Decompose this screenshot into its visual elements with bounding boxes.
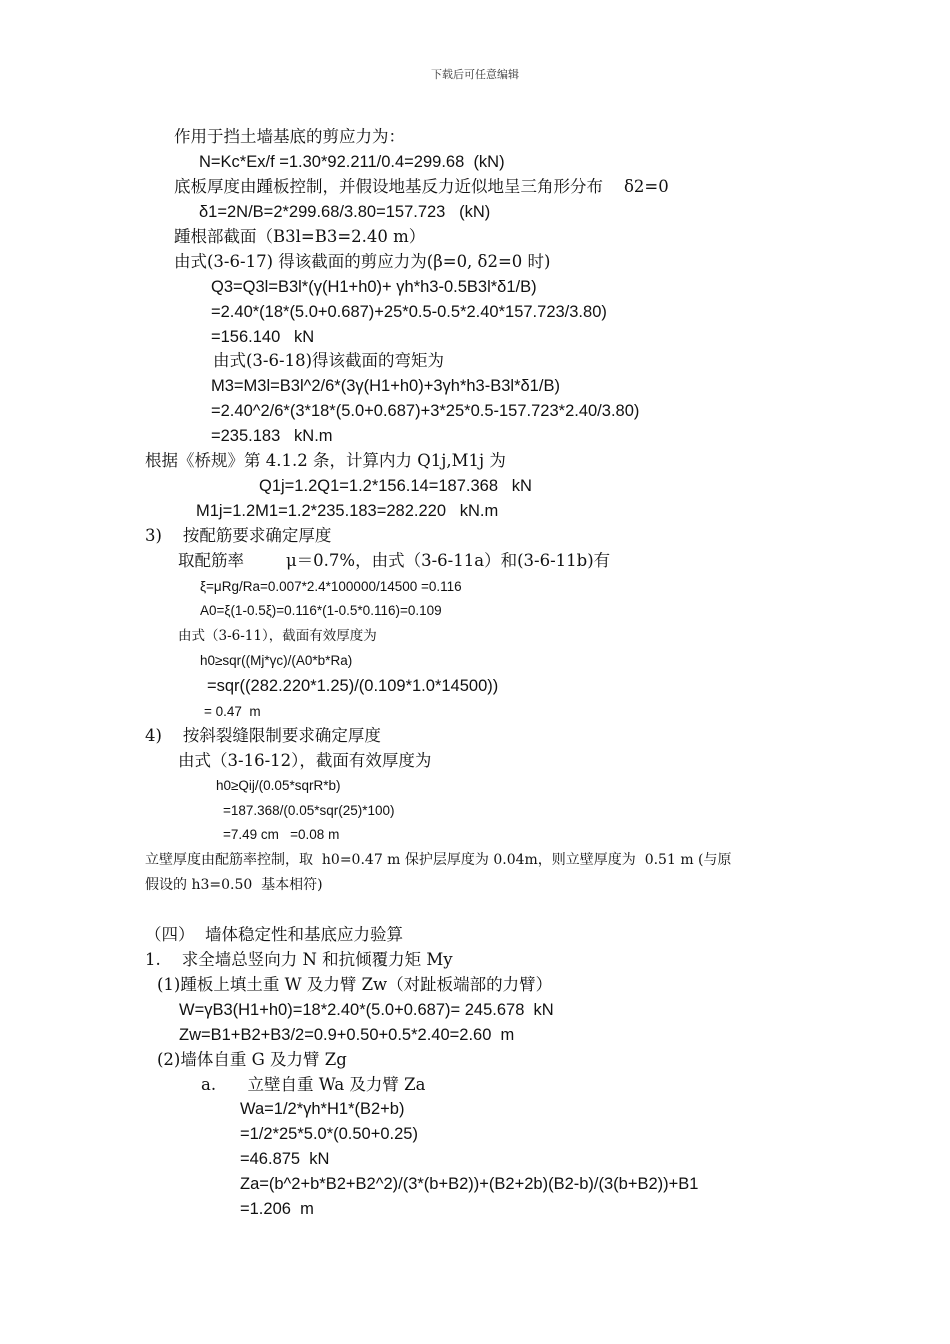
text-line: 假设的 h3=0.50 基本相符): [145, 877, 323, 893]
formula-line: W=γB3(H1+h0)=18*2.40*(5.0+0.687)= 245.678 kN: [179, 1001, 554, 1019]
formula-line: h0≥Qij/(0.05*sqrR*b): [216, 778, 341, 793]
formula-line: =235.183 kN.m: [211, 427, 333, 445]
formula-line: Zw=B1+B2+B3/2=0.9+0.50+0.5*2.40=2.60 m: [179, 1026, 515, 1044]
page-header: 下载后可任意编辑: [431, 68, 519, 81]
formula-line: Q3=Q3l=B3l*(γ(H1+h0)+ γh*h3-0.5B3l*δ1/B): [211, 278, 537, 296]
formula-line: =2.40*(18*(5.0+0.687)+25*0.5-0.5*2.40*157.723/3.80): [211, 303, 607, 321]
formula-line: =sqr((282.220*1.25)/(0.109*1.0*14500)): [207, 677, 499, 695]
text-line: 由式（3-16-12），截面有效厚度为: [178, 751, 432, 770]
formula-line: h0≥sqr((Mj*γc)/(A0*b*Ra): [200, 653, 353, 668]
section-heading: 4) 按斜裂缝限制要求确定厚度: [145, 726, 381, 745]
text-line: 作用于挡土墙基底的剪应力为：: [174, 127, 405, 146]
text-line: (1)踵板上填土重 W 及力臂 Zw（对趾板端部的力臂）: [157, 975, 553, 994]
formula-line: M1j=1.2M1=1.2*235.183=282.220 kN.m: [196, 502, 499, 520]
formula-line: =2.40^2/6*(3*18*(5.0+0.687)+3*25*0.5-157.723*2.40/3.80): [211, 402, 640, 420]
formula-line: A0=ξ(1-0.5ξ)=0.116*(1-0.5*0.116)=0.109: [200, 603, 442, 618]
formula-line: Q1j=1.2Q1=1.2*156.14=187.368 kN: [259, 477, 532, 495]
formula-line: Za=(b^2+b*B2+B2^2)/(3*(b+B2))+(B2+2b)(B2-b)/(3(b+B2))+B1: [240, 1175, 699, 1193]
formula-line: Wa=1/2*γh*H1*(B2+b): [240, 1100, 405, 1118]
text-line: 取配筋率 μ＝0.7%，由式（3-6-11a）和(3-6-11b)有: [178, 551, 611, 570]
section-heading: （四） 墙体稳定性和基底应力验算: [145, 925, 403, 944]
formula-line: =1/2*25*5.0*(0.50+0.25): [240, 1125, 418, 1143]
formula-line: M3=M3l=B3l^2/6*(3γ(H1+h0)+3γh*h3-B3l*δ1/B): [211, 377, 560, 395]
text-line: 底板厚度由踵板控制，并假设地基反力近似地呈三角形分布 δ2=0: [174, 177, 669, 196]
text-line: 踵根部截面（B3l=B3=2.40 m）: [174, 227, 426, 246]
text-line: 由式(3-6-18)得该截面的弯矩为: [213, 351, 445, 370]
text-line: a. 立壁自重 Wa 及力臂 Za: [201, 1075, 426, 1094]
text-line: (2)墙体自重 G 及力臂 Zg: [157, 1050, 347, 1069]
text-line: 由式(3-6-17) 得该截面的剪应力为(β=0, δ2=0 时): [174, 252, 551, 271]
text-line: 1. 求全墙总竖向力 N 和抗倾覆力矩 My: [145, 950, 453, 969]
formula-line: = 0.47 m: [204, 704, 261, 719]
formula-line: =1.206 m: [240, 1200, 314, 1218]
formula-line: =7.49 cm =0.08 m: [223, 827, 340, 842]
section-heading: 3) 按配筋要求确定厚度: [145, 526, 332, 545]
formula-line: δ1=2N/B=2*299.68/3.80=157.723 (kN): [199, 203, 491, 221]
formula-line: N=Kc*Ex/f =1.30*92.211/0.4=299.68 (kN): [199, 153, 505, 171]
text-line: 根据《桥规》第 4.1.2 条，计算内力 Q1j,M1j 为: [145, 451, 506, 470]
formula-line: =187.368/(0.05*sqr(25)*100): [223, 803, 395, 818]
formula-line: =156.140 kN: [211, 328, 315, 346]
formula-line: =46.875 kN: [240, 1150, 330, 1168]
formula-line: ξ=μRg/Ra=0.007*2.4*100000/14500 =0.116: [200, 579, 462, 594]
text-line: 立壁厚度由配筋率控制，取 h0=0.47 m 保护层厚度为 0.04m，则立壁厚度为 0.51 m (与原: [145, 852, 732, 868]
text-line: 由式（3-6-11），截面有效厚度为: [178, 628, 377, 644]
